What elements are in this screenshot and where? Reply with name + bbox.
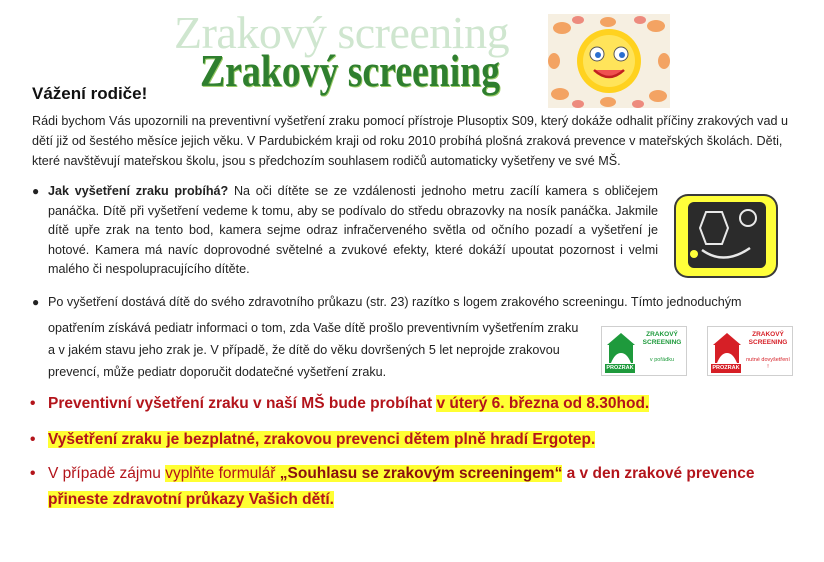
red-bullet-icon: • (30, 431, 36, 448)
stamp-ok-brand: PROZRAK (606, 365, 634, 371)
stamp-ok-title: ZRAKOVÝ SCREENING (642, 331, 682, 346)
notice-form-a: V případě zájmu (48, 465, 166, 482)
bullet-how-it-works (32, 182, 658, 280)
notice-free-text: Vyšetření zraku je bezplatné, zrakovou prevenci dětem plně hradí Ergotep. (48, 431, 596, 448)
stamp-recheck-sub: nutné dovyšetření ! (746, 357, 790, 370)
notice-form (30, 465, 754, 483)
greeting: Vážení rodiče! (32, 84, 148, 103)
stamp-recheck (707, 326, 793, 376)
notice-form-e: přineste zdravotní průkazy Vašich dětí. (48, 491, 334, 508)
stamp-recheck-title: ZRAKOVÝ SCREENING (748, 331, 788, 346)
notice-form-line2 (48, 491, 334, 509)
notice-date (30, 395, 649, 413)
bullet-lead: Jak vyšetření zraku probíhá? (48, 184, 229, 198)
bullet-text: Na oči dítěte se ze vzdálenosti jednoho metru zacílí kamera s obličejem panáčka. Dítě při vyšetření vedeme k tomu, aby se podívalo do středu obrazovky na nosík panáčka. Jakmile dítě upře zrak na tento bod, kamera sejme odraz infračerveného světla od očního pozadí a vyšetření je hotové. Kamera má navíc doprovodné světelné a zvukové efekty, které dokáží upoutat pozornost i velmi malého či nespolupracujícího dítěte. (48, 184, 658, 276)
camera-device-image (666, 188, 784, 284)
stamp-recheck-icon (711, 331, 743, 365)
bullet-dot-icon: ● (32, 295, 40, 309)
red-bullet-icon: • (30, 465, 36, 482)
stamp-ok-icon (605, 331, 637, 365)
stamp-ok (601, 326, 687, 376)
notice-free (30, 431, 595, 449)
notice-form-d: a v den zrakové prevence (562, 465, 755, 482)
red-bullet-icon: • (30, 395, 36, 412)
bullet-dot-icon: ● (32, 184, 40, 198)
notice-date-text: Preventivní vyšetření zraku v naší MŠ bude probíhat (48, 395, 437, 412)
notice-date-highlight: v úterý 6. března od 8.30hod. (436, 395, 650, 412)
bullet2-first-line: Po vyšetření dostává dítě do svého zdravotního průkazu (str. 23) razítko s logem zrakového screeningu. Tímto jednoduchým (48, 295, 742, 309)
stamp-recheck-brand: PROZRAK (712, 365, 740, 371)
notice-form-c: „Souhlasu se zrakovým screeningem“ (279, 465, 563, 482)
intro-paragraph: Rádi bychom Vás upozornili na preventivní vyšetření zraku pomocí přístroje Plusoptix S09, který dokáže odhalit příčiny zrakových vad u dětí již od šestého měsíce jejich věku. V Pardubickém kraji od roku 2010 probíhá plošná zraková prevence v mateřských školách. Děti, které navštěvují mateřskou školu, jsou s předchozím souhlasem rodičů automaticky vyšetřeny ve své MŠ. (32, 114, 788, 168)
stamp-ok-sub: v pořádku (649, 357, 675, 363)
bullet2-rest: opatřením získává pediatr informaci o tom, zda Vaše dítě prošlo preventivním vyšetřením zraku a v jakém stavu jeho zrak je. V případě, že dítě do věku dovršených 5 let neprojde zrakovou prevencí, může pediatr doporučit dodatečné vyšetření zraku. (48, 321, 579, 379)
notice-form-b: vyplňte formulář (165, 465, 280, 482)
bullet-health-card (32, 293, 808, 313)
sun-illustration (548, 14, 670, 108)
title-shadow: Zrakový screening (174, 7, 510, 58)
page-title: Zrakový screening (200, 45, 501, 96)
